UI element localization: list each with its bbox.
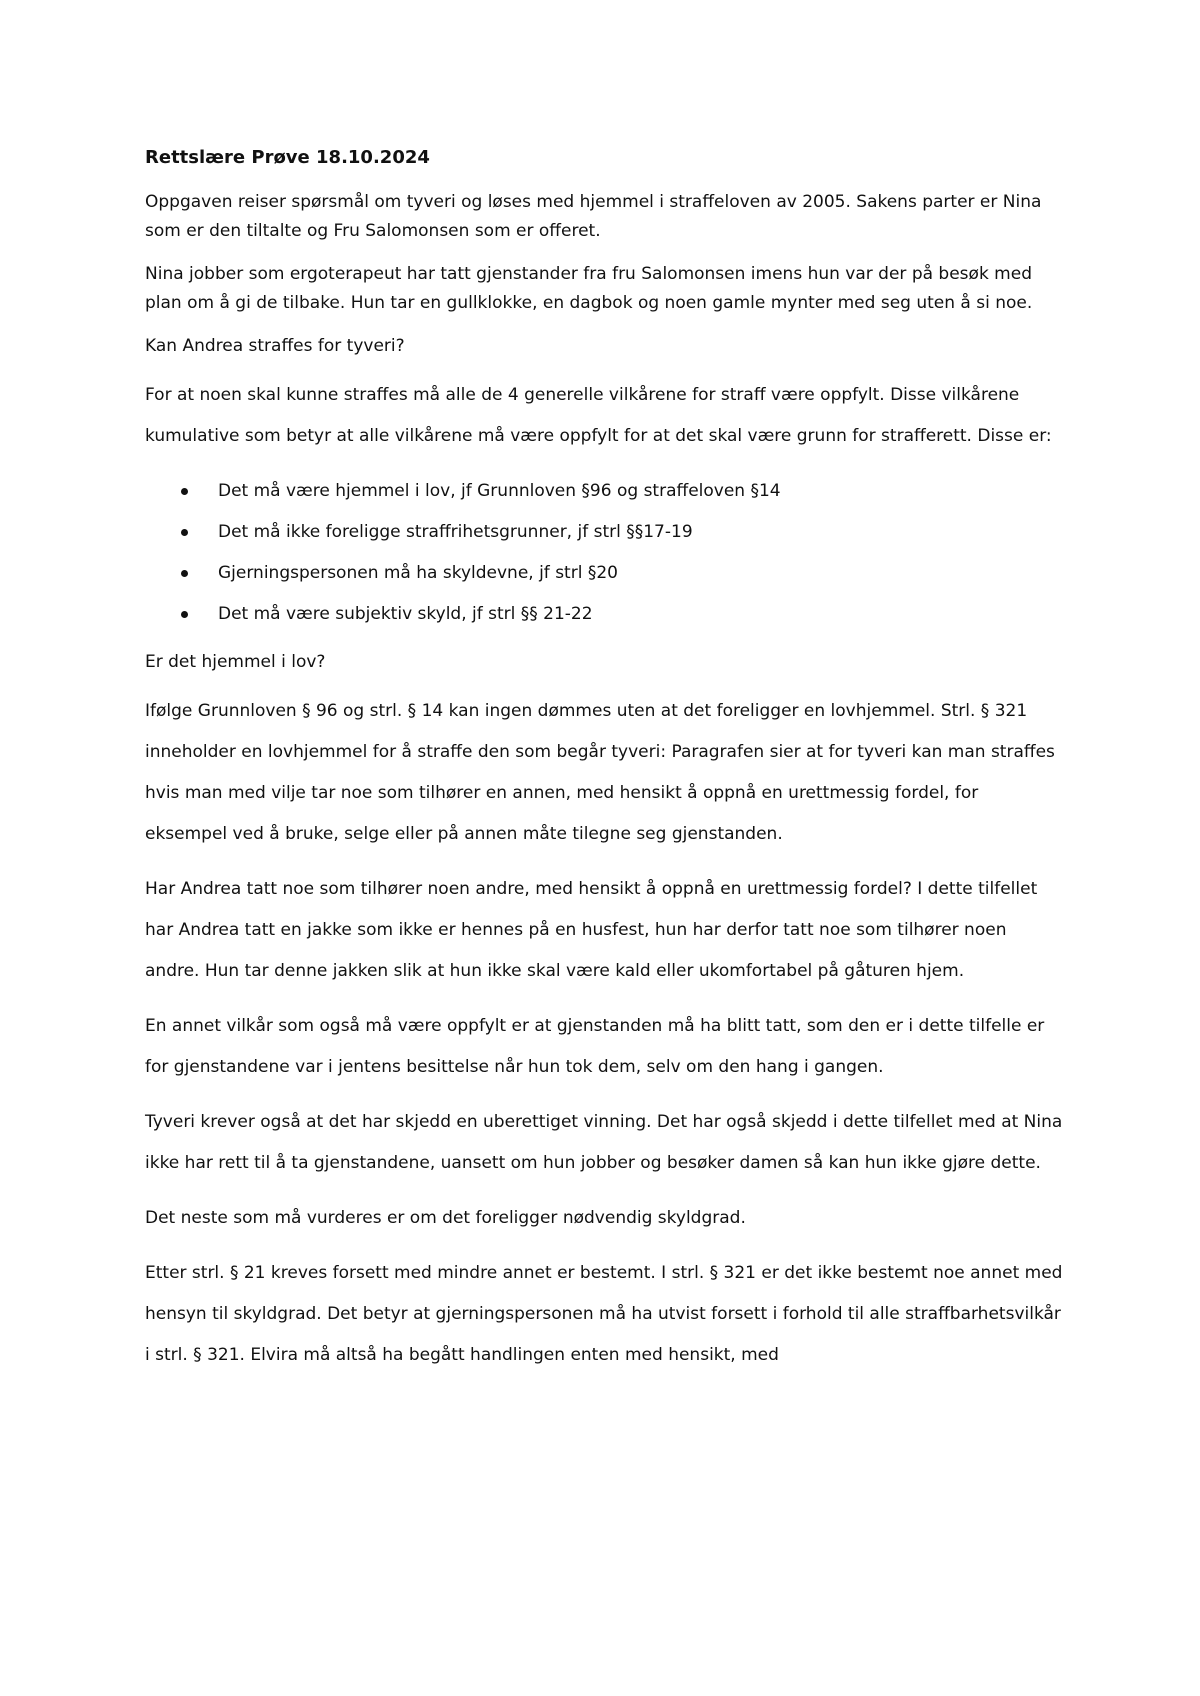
taking-paragraph: Har Andrea tatt noe som tilhører noen andre, med hensikt å oppnå en urettmessig fordel? I dette tilfellet har Andrea tatt en jakke som ikke er hennes på en husfest, hun har derfor tatt noe som tilhører noen andre. Hun tar denne jakken slik at hun ikke skal være kald eller ukomfortabel på gåturen hjem. [145, 879, 1038, 981]
document-body [145, 143, 1065, 1390]
list-item-text: Det må være hjemmel i lov, jf Grunnloven §96 og straffeloven §14 [218, 481, 781, 501]
legal-basis-paragraph: Ifølge Grunnloven § 96 og strl. § 14 kan ingen dømmes uten at det foreligger en lovhjemmel. Strl. § 321 inneholder en lovhjemmel for å straffe den som begår tyveri: Paragrafen sier at for tyveri kan man straffes hvis man med vilje tar noe som tilhører en annen, med hensikt å oppnå en urettmessig fordel, for eksempel ved å bruke, selge eller på annen måte tilegne seg gjenstanden. [145, 701, 1055, 844]
possession-paragraph: En annet vilkår som også må være oppfylt er at gjenstanden må ha blitt tatt, som den er i dette tilfelle er for gjenstandene var i jentens besittelse når hun tok dem, selv om den hang i gangen. [145, 1016, 1045, 1077]
culpability-question: Det neste som må vurderes er om det foreligger nødvendig skyldgrad. [145, 1208, 746, 1228]
document-title: Rettslære Prøve 18.10.2024 [145, 147, 430, 168]
facts-paragraph: Nina jobber som ergoterapeut har tatt gjenstander fra fru Salomonsen imens hun var der på besøk med plan om å gi de tilbake. Hun tar en gullklokke, en dagbok og noen gamle mynter med seg uten å si noe. [145, 264, 1033, 313]
bullet-icon [181, 570, 188, 577]
list-item [145, 471, 1065, 512]
main-question: Kan Andrea straffes for tyveri? [145, 336, 405, 356]
conditions-intro-paragraph: For at noen skal kunne straffes må alle de 4 generelle vilkårene for straff være oppfylt. Disse vilkårene kumulative som betyr at alle vilkårene må være oppfylt for at det skal være grunn for strafferett. Disse er: [145, 385, 1052, 446]
legal-basis-question: Er det hjemmel i lov? [145, 652, 326, 672]
intent-paragraph: Etter strl. § 21 kreves forsett med mindre annet er bestemt. I strl. § 321 er det ikke bestemt noe annet med hensyn til skyldgrad. Det betyr at gjerningspersonen må ha utvist forsett i forhold til alle straffbarhetsvilkår i strl. § 321. Elvira må altså ha begått handlingen enten med hensikt, med [145, 1263, 1063, 1365]
list-item-text: Gjerningspersonen må ha skyldevne, jf strl §20 [218, 563, 618, 583]
list-item-text: Det må ikke foreligge straffrihetsgrunner, jf strl §§17-19 [218, 522, 693, 542]
gain-paragraph: Tyveri krever også at det har skjedd en uberettiget vinning. Det har også skjedd i dette tilfellet med at Nina ikke har rett til å ta gjenstandene, uansett om hun jobber og besøker damen så kan hun ikke gjøre dette. [145, 1112, 1063, 1173]
list-item [145, 553, 1065, 594]
list-item [145, 594, 1065, 635]
bullet-icon [181, 488, 188, 495]
bullet-icon [181, 529, 188, 536]
conditions-list [145, 471, 1065, 635]
list-item-text: Det må være subjektiv skyld, jf strl §§ 21-22 [218, 604, 593, 624]
bullet-icon [181, 611, 188, 618]
list-item [145, 512, 1065, 553]
intro-paragraph: Oppgaven reiser spørsmål om tyveri og løses med hjemmel i straffeloven av 2005. Sakens parter er Nina som er den tiltalte og Fru Salomonsen som er offeret. [145, 192, 1042, 241]
